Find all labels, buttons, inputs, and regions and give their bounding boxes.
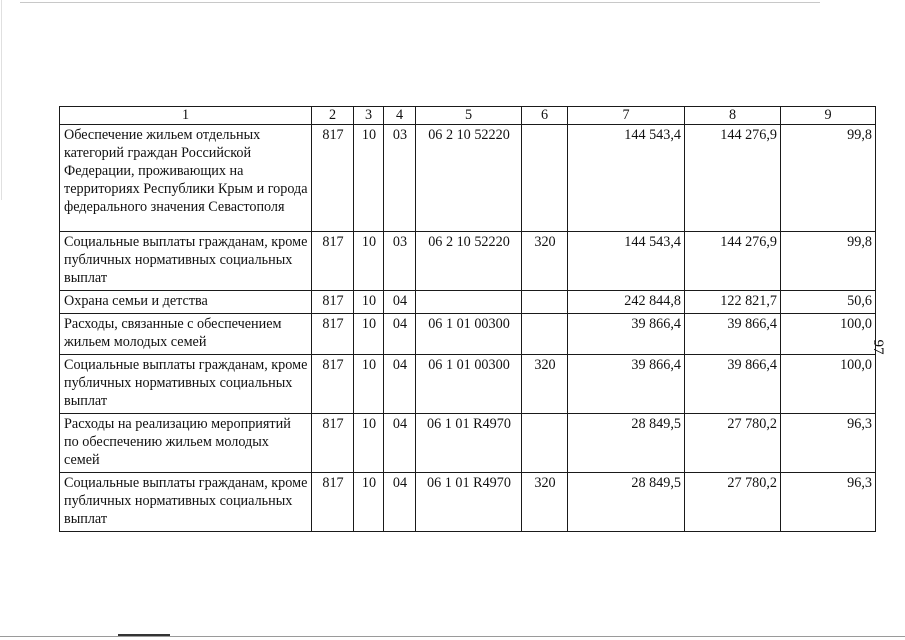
header-cell: 9 [781, 107, 876, 125]
section-code: 10 [354, 291, 384, 314]
table-row [60, 355, 876, 414]
expense-type-code [522, 291, 568, 314]
subsection-code: 04 [384, 473, 416, 532]
row-name: Социальные выплаты гражданам, кроме публичных нормативных социальных выплат [60, 355, 312, 414]
ministry-code: 817 [312, 414, 354, 473]
section-code: 10 [354, 414, 384, 473]
subsection-code: 03 [384, 232, 416, 291]
header-cell: 1 [60, 107, 312, 125]
expense-type-code: 320 [522, 232, 568, 291]
target-article-code: 06 1 01 00300 [416, 355, 522, 414]
table-row [60, 414, 876, 473]
section-code: 10 [354, 355, 384, 414]
subsection-code: 03 [384, 125, 416, 232]
executed-amount: 122 821,7 [685, 291, 781, 314]
execution-percent: 99,8 [781, 125, 876, 232]
row-name: Обеспечение жильем отдельных категорий граждан Российской Федерации, проживающих на территориях Республики Крым и города федерального значения Севастополя [60, 125, 312, 232]
scan-edge-top [20, 2, 820, 3]
executed-amount: 144 276,9 [685, 125, 781, 232]
header-cell: 4 [384, 107, 416, 125]
table-header-row [60, 107, 876, 125]
row-name: Социальные выплаты гражданам, кроме публичных нормативных социальных выплат [60, 473, 312, 532]
ministry-code: 817 [312, 355, 354, 414]
subsection-code: 04 [384, 355, 416, 414]
planned-amount: 39 866,4 [568, 355, 685, 414]
execution-percent: 100,0 [781, 314, 876, 355]
header-cell: 8 [685, 107, 781, 125]
page-number: 97 [870, 339, 886, 355]
execution-percent: 100,0 [781, 355, 876, 414]
header-cell: 6 [522, 107, 568, 125]
execution-percent: 50,6 [781, 291, 876, 314]
scan-mark [118, 634, 170, 636]
ministry-code: 817 [312, 314, 354, 355]
budget-table [59, 106, 876, 532]
planned-amount: 28 849,5 [568, 414, 685, 473]
ministry-code: 817 [312, 473, 354, 532]
executed-amount: 39 866,4 [685, 314, 781, 355]
expense-type-code [522, 125, 568, 232]
expense-type-code: 320 [522, 355, 568, 414]
target-article-code [416, 291, 522, 314]
table-row [60, 473, 876, 532]
execution-percent: 99,8 [781, 232, 876, 291]
section-code: 10 [354, 125, 384, 232]
expense-type-code [522, 414, 568, 473]
subsection-code: 04 [384, 314, 416, 355]
planned-amount: 242 844,8 [568, 291, 685, 314]
target-article-code: 06 2 10 52220 [416, 125, 522, 232]
row-name: Расходы, связанные с обеспечением жильем молодых семей [60, 314, 312, 355]
ministry-code: 817 [312, 232, 354, 291]
section-code: 10 [354, 232, 384, 291]
expense-type-code: 320 [522, 473, 568, 532]
table-row [60, 291, 876, 314]
planned-amount: 28 849,5 [568, 473, 685, 532]
header-cell: 7 [568, 107, 685, 125]
target-article-code: 06 2 10 52220 [416, 232, 522, 291]
executed-amount: 27 780,2 [685, 473, 781, 532]
execution-percent: 96,3 [781, 414, 876, 473]
execution-percent: 96,3 [781, 473, 876, 532]
scan-edge-bottom [0, 636, 905, 637]
ministry-code: 817 [312, 291, 354, 314]
target-article-code: 06 1 01 R4970 [416, 414, 522, 473]
expense-type-code [522, 314, 568, 355]
executed-amount: 144 276,9 [685, 232, 781, 291]
subsection-code: 04 [384, 291, 416, 314]
header-cell: 2 [312, 107, 354, 125]
planned-amount: 144 543,4 [568, 125, 685, 232]
scan-edge-left [1, 0, 2, 200]
planned-amount: 144 543,4 [568, 232, 685, 291]
table-row [60, 314, 876, 355]
planned-amount: 39 866,4 [568, 314, 685, 355]
subsection-code: 04 [384, 414, 416, 473]
header-cell: 3 [354, 107, 384, 125]
executed-amount: 27 780,2 [685, 414, 781, 473]
table-row [60, 232, 876, 291]
row-name: Охрана семьи и детства [60, 291, 312, 314]
target-article-code: 06 1 01 R4970 [416, 473, 522, 532]
row-name: Социальные выплаты гражданам, кроме публичных нормативных социальных выплат [60, 232, 312, 291]
row-name: Расходы на реализацию мероприятий по обеспечению жильем молодых семей [60, 414, 312, 473]
header-cell: 5 [416, 107, 522, 125]
ministry-code: 817 [312, 125, 354, 232]
executed-amount: 39 866,4 [685, 355, 781, 414]
section-code: 10 [354, 473, 384, 532]
table-row [60, 125, 876, 232]
section-code: 10 [354, 314, 384, 355]
target-article-code: 06 1 01 00300 [416, 314, 522, 355]
